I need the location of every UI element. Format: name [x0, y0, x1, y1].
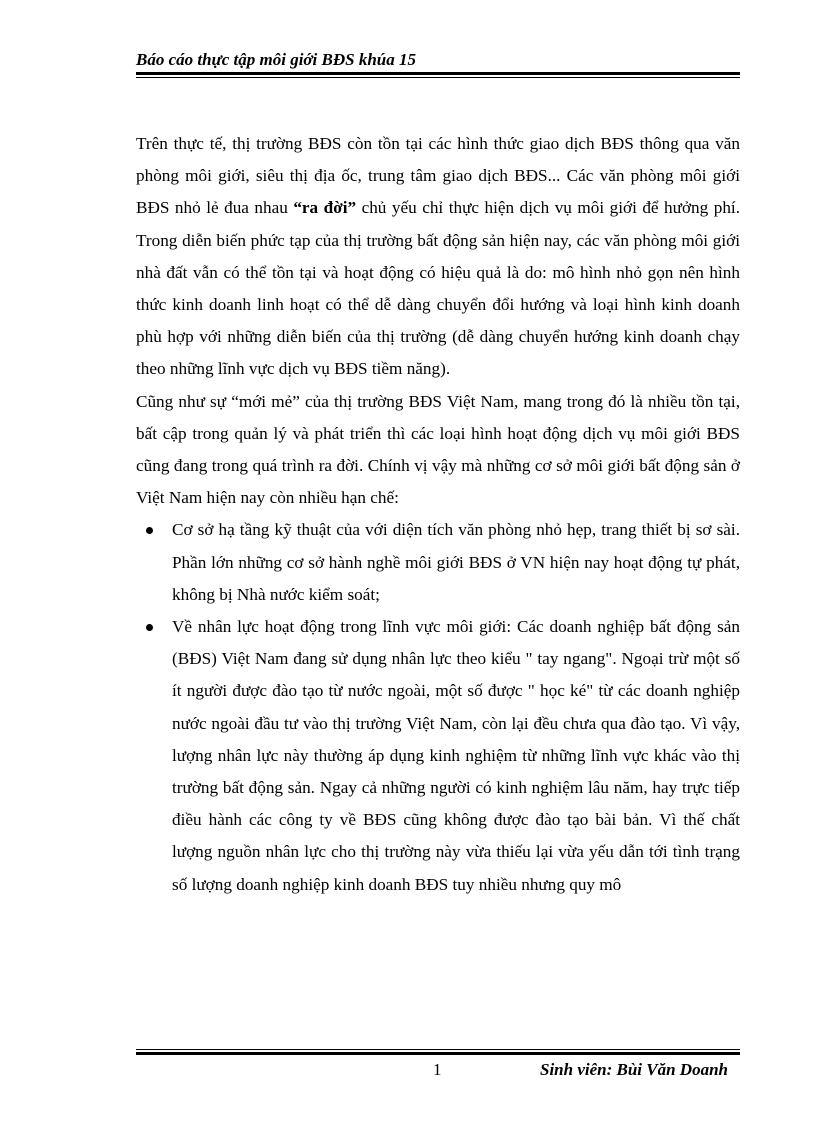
footer-rule-thick	[136, 1052, 740, 1055]
page-header	[136, 50, 740, 78]
header-rule-thick	[136, 72, 740, 75]
footer-row	[136, 1059, 740, 1083]
page-number: 1	[433, 1060, 442, 1079]
header-rule-thin	[136, 77, 740, 78]
bullet-item-2-text: Về nhân lực hoạt động trong lĩnh vực môi giới: Các doanh nghiệp bất động sản (BĐS) Việt Nam đang sử dụng nhân lực theo kiểu " tay ngang". Ngoại trừ một số ít người được đào tạo từ nước ngoài, một số được " học ké" từ các doanh nghiệp nước ngoài đầu tư vào thị trường Việt Nam, còn lại đều chưa qua đào tạo. Vì vậy, lượng nhân lực này thường áp dụng kinh nghiệm từ những lĩnh vực khác vào thị trường bất động sản. Ngay cả những người có kinh nghiệm lâu năm, hay trực tiếp điều hành các công ty về BĐS cũng không được đào tạo bài bản. Vì thế chất lượng nguồn nhân lực cho thị trường này vừa thiếu lại vừa yếu dẫn tới tình trạng số lượng doanh nghiệp kinh doanh BĐS tuy nhiều nhưng quy mô	[172, 617, 740, 894]
student-name: Sinh viên: Bùi Văn Doanh	[539, 1060, 728, 1079]
paragraph-1-text-end: chủ yếu chỉ thực hiện dịch vụ môi giới để hưởng phí. Trong diễn biến phức tạp của thị trường bất động sản hiện nay, các văn phòng môi giới nhà đất vẫn có thể tồn tại và hoạt động có hiệu quả là do: mô hình nhỏ gọn nên hình thức kinh doanh linh hoạt có thể dễ dàng chuyển đổi hướng và loại hình kinh doanh phù hợp với những diễn biến của thị trường (dễ dàng chuyển hướng kinh doanh chạy theo những lĩnh vực dịch vụ BĐS tiềm năng).	[136, 198, 740, 379]
bullet-item-1-text: Cơ sở hạ tầng kỹ thuật của với diện tích văn phòng nhỏ hẹp, trang thiết bị sơ sài. Phần lớn những cơ sở hành nghề môi giới BĐS ở VN hiện nay hoạt động tự phát, không bị Nhà nước kiểm soát;	[172, 520, 740, 604]
paragraph-1-text-start: Trên thực tế, thị trường BĐS còn tồn tại các hình thức giao dịch BĐS thông qua văn phòng môi giới, siêu thị địa ốc, trung tâm giao dịch BĐS... Các văn phòng môi giới BĐS nhỏ lẻ đua nhau	[136, 134, 740, 218]
page-footer	[136, 1049, 740, 1083]
paragraph-1	[136, 128, 740, 386]
bullet-item-2	[136, 611, 740, 901]
bullet-list	[136, 514, 740, 900]
bullet-dot-icon	[146, 624, 153, 631]
bullet-dot-icon	[146, 527, 153, 534]
header-title: Báo cáo thực tập môi giới BĐS khúa 15	[136, 50, 417, 69]
paragraph-1-bold-phrase: “ra đời”	[293, 198, 357, 218]
document-body	[136, 128, 740, 901]
bullet-item-1	[136, 514, 740, 611]
footer-rule-thin	[136, 1049, 740, 1050]
paragraph-2: Cũng như sự “mới mẻ” của thị trường BĐS Việt Nam, mang trong đó là nhiều tồn tại, bất cập trong quản lý và phát triển thì các loại hình hoạt động dịch vụ môi giới BĐS cũng đang trong quá trình ra đời. Chính vị vậy mà những cơ sở môi giới bất động sản ở Việt Nam hiện nay còn nhiều hạn chế:	[136, 391, 740, 508]
